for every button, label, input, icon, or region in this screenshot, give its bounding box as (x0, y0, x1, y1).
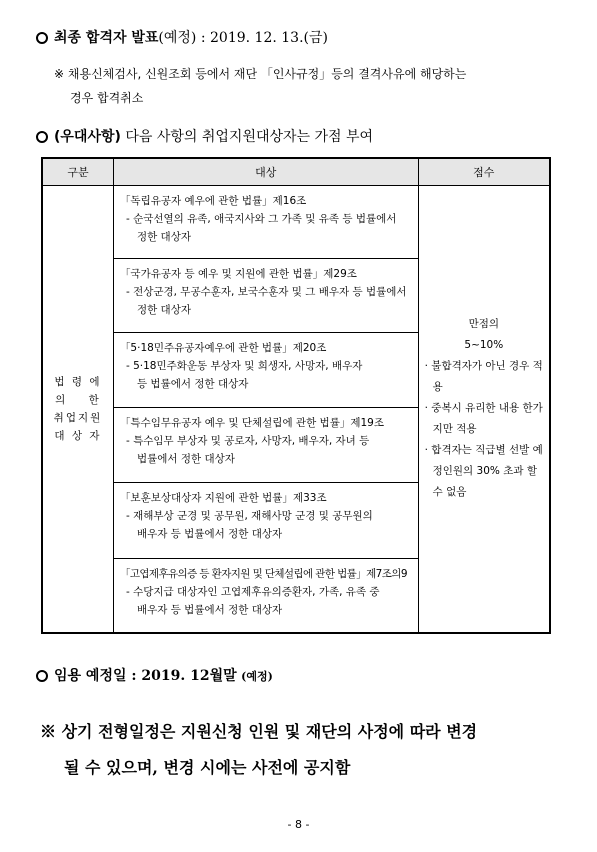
target-cell (113, 483, 418, 559)
law-detail: - 5·18민주화운동 부상자 및 희생자, 사망자, 배우자 (125, 360, 363, 372)
score-condition: · 불합격자가 아닌 경우 적용 (424, 360, 543, 394)
preference-label: (우대사항) (54, 129, 121, 145)
header-score: 점수 (418, 158, 550, 186)
table-header-row (42, 158, 550, 186)
preference-table (41, 157, 551, 634)
announcement-heading (36, 27, 328, 47)
announcement-label: 최종 합격자 발표 (54, 30, 159, 46)
score-cell (418, 186, 550, 633)
score-max-label: 만점의 (468, 318, 500, 331)
law-detail: 배우자 등 법률에서 정한 대상자 (136, 528, 283, 540)
law-title: 「보훈보상대상자 지원에 관한 법률」제33조 (119, 492, 327, 504)
header-category: 구분 (42, 158, 113, 186)
category-line: 의 한 (55, 393, 101, 406)
disqualification-notice (54, 62, 559, 110)
table-row (42, 186, 550, 259)
circle-bullet-icon (36, 670, 48, 682)
law-detail: 법률에서 정한 대상자 (136, 453, 235, 465)
appointment-tentative: (예정) (241, 670, 273, 683)
target-cell (113, 333, 418, 408)
category-line: 취업지원 (53, 411, 103, 424)
law-detail: - 순국선열의 유족, 애국지사와 그 가족 및 유족 등 법률에서 (125, 213, 397, 225)
score-condition: · 중복시 유리한 내용 한가지만 적용 (424, 402, 543, 436)
law-detail: 정한 대상자 (136, 304, 191, 316)
appointment-label: 임용 예정일 : 2019. 12월말 (54, 668, 237, 684)
score-range: 5~10% (464, 339, 504, 352)
law-detail: - 특수임무 부상자 및 공로자, 사망자, 배우자, 자녀 등 (125, 435, 370, 447)
category-line: 법 령 에 (54, 375, 102, 388)
preference-heading (36, 126, 373, 146)
final-notice-line-1: 상기 전형일정은 지원신청 인원 및 재단의 사정에 따라 변경 (61, 722, 478, 741)
category-line: 대 상 자 (54, 429, 102, 442)
law-title: 「고엽제후유의증 등 환자지원 및 단체설립에 관한 법률」제7조의9 (119, 568, 407, 580)
appointment-heading (36, 665, 273, 685)
category-cell (42, 186, 113, 633)
target-cell (113, 408, 418, 483)
law-detail: 등 법률에서 정한 대상자 (136, 378, 249, 390)
schedule-change-notice (40, 714, 560, 786)
law-detail: 정한 대상자 (136, 231, 191, 243)
final-notice-mark: ※ (40, 722, 57, 741)
page-number: - 8 - (287, 818, 310, 831)
target-cell (113, 186, 418, 259)
notice-line-2: 경우 합격취소 (70, 91, 144, 105)
notice-mark: ※ (54, 67, 65, 81)
law-detail: 배우자 등 법률에서 정한 대상자 (136, 604, 283, 616)
law-title: 「특수임무유공자 예우 및 단체설립에 관한 법률」제19조 (119, 417, 384, 429)
announcement-date: (예정) : 2019. 12. 13.(금) (158, 30, 328, 46)
final-notice-line-2: 될 수 있으며, 변경 시에는 사전에 공지함 (64, 758, 351, 777)
preference-description: 다음 사항의 취업지원대상자는 가점 부여 (125, 129, 374, 145)
circle-bullet-icon (36, 131, 48, 143)
law-title: 「국가유공자 등 예우 및 지원에 관한 법률」제29조 (119, 268, 357, 280)
law-detail: - 전상군경, 무공수훈자, 보국수훈자 및 그 배우자 등 법률에서 (125, 286, 407, 298)
law-detail: - 수당지급 대상자인 고엽제후유의증환자, 가족, 유족 중 (125, 586, 380, 598)
law-detail: - 재해부상 군경 및 공무원, 재해사망 군경 및 공무원의 (125, 510, 373, 522)
circle-bullet-icon (36, 32, 48, 44)
target-cell (113, 259, 418, 333)
header-target: 대상 (113, 158, 418, 186)
score-condition: · 합격자는 직급별 선발 예정인원의 30% 초과 할 수 없음 (424, 444, 543, 499)
law-title: 「독립유공자 예우에 관한 법률」제16조 (119, 195, 307, 207)
law-title: 「5·18민주유공자예우에 관한 법률」제20조 (119, 342, 327, 354)
target-cell (113, 559, 418, 633)
notice-line-1: 채용신체검사, 신원조회 등에서 재단 「인사규정」등의 결격사유에 해당하는 (67, 67, 467, 81)
